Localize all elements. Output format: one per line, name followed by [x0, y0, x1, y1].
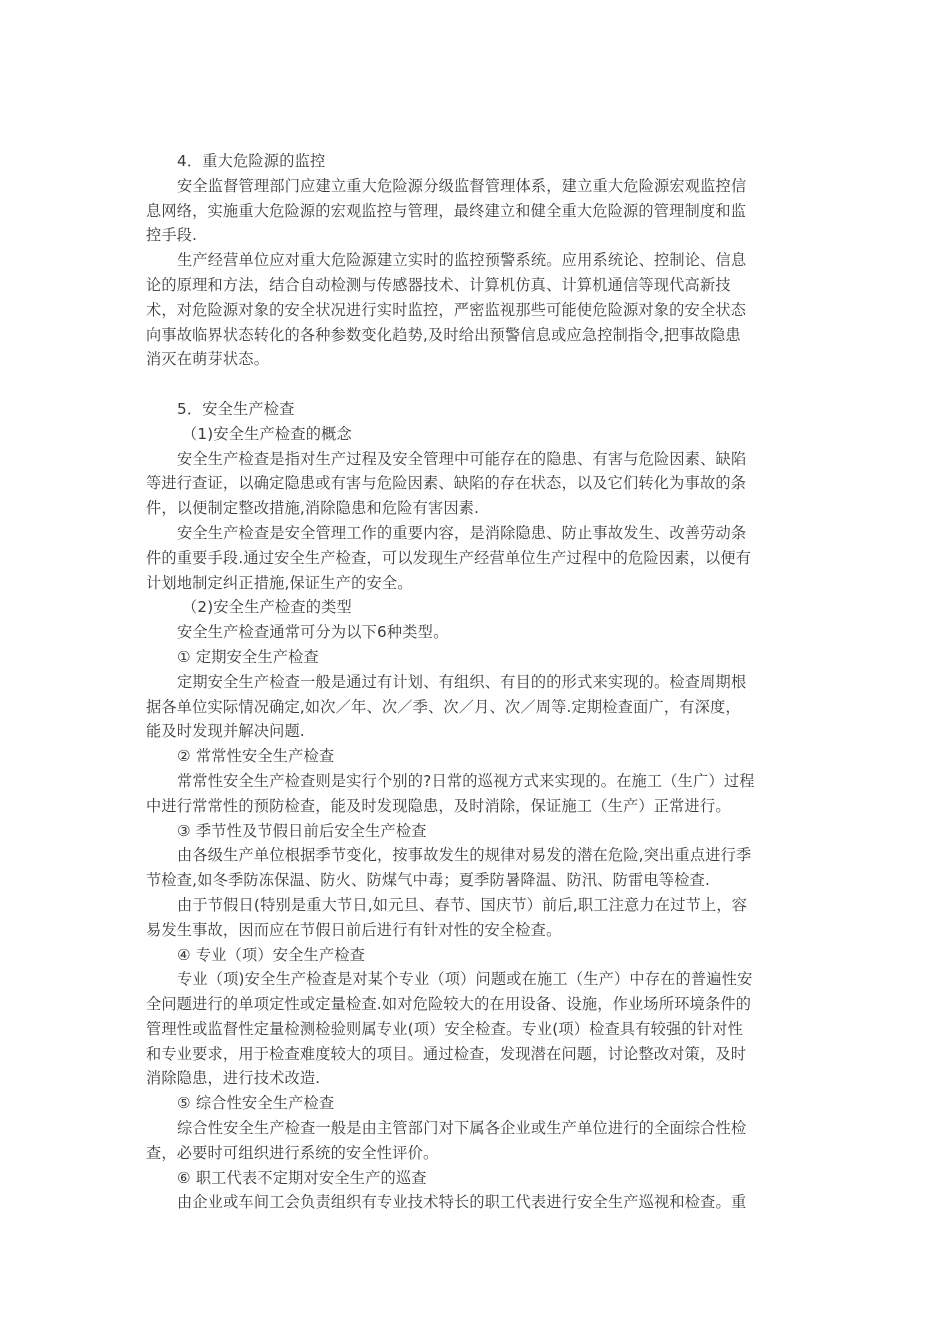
text-line: 安全生产检查通常可分为以下6种类型。: [177, 623, 449, 642]
section-heading: [146, 1091, 806, 1116]
paragraph: [146, 1190, 806, 1215]
text-line: 息网络，实施重大危险源的宏观监控与管理，最终建立和健全重大危险源的管理制度和监: [146, 201, 747, 220]
section-heading: [146, 819, 806, 844]
paragraph: [146, 248, 806, 372]
text-line: 易发生事故，因而应在节假日前后进行有针对性的安全检查。: [146, 920, 562, 939]
text-line: 术，对危险源对象的安全状况进行实时监控，严密监视那些可能使危险源对象的安全状态: [146, 300, 747, 319]
subsection-heading: [146, 422, 806, 447]
paragraph: [146, 1116, 806, 1166]
text-line: 安全生产检查是安全管理工作的重要内容，是消除隐患、防止事故发生、改善劳动条: [177, 523, 747, 542]
paragraph: [146, 843, 806, 893]
paragraph: [146, 620, 806, 645]
paragraph: [146, 893, 806, 943]
text-line: 论的原理和方法，结合自动检测与传感器技术、计算机仿真、计算机通信等现代高新技: [146, 275, 731, 294]
section-heading: [146, 943, 806, 968]
document-body: [146, 149, 806, 1215]
blank-line: [146, 372, 806, 397]
text-line: 中进行常常性的预防检查，能及时发现隐患，及时消除，保证施工（生产）正常进行。: [146, 796, 731, 815]
section-heading: [146, 1166, 806, 1191]
paragraph: [146, 967, 806, 1091]
text-line: 消灭在萌芽状态。: [146, 350, 270, 369]
paragraph: [146, 521, 806, 595]
text-line: 管理性或监督性定量检测检验则属专业(项）安全检查。专业(项）检查具有较强的针对性: [146, 1019, 743, 1038]
text-line: ⑤ 综合性安全生产检查: [177, 1094, 335, 1113]
text-line: 向事故临界状态转化的各种参数变化趋势,及时给出预警信息或应急控制指令,把事故隐患: [146, 325, 741, 344]
text-line: 由各级生产单位根据季节变化，按事故发生的规律对易发的潜在危险,突出重点进行季: [177, 846, 752, 865]
text-line: 和专业要求，用于检查难度较大的项目。通过检查，发现潜在问题，讨论整改对策，及时: [146, 1044, 747, 1063]
text-line: 生产经营单位应对重大危险源建立实时的监控预警系统。应用系统论、控制论、信息: [177, 251, 747, 270]
paragraph: [146, 670, 806, 744]
text-line: 全问题进行的单项定性或定量检查.如对危险较大的在用设备、设施，作业场所环境条件的: [146, 995, 752, 1014]
text-line: 等进行查证，以确定隐患或有害与危险因素、缺陷的存在状态，以及它们转化为事故的条: [146, 474, 747, 493]
text-line: 专业（项)安全生产检查是对某个专业（项）问题或在施工（生产）中存在的普遍性安: [177, 970, 753, 989]
text-line: 节检查,如冬季防冻保温、防火、防煤气中毒；夏季防暑降温、防汛、防雷电等检查.: [146, 871, 711, 890]
section-heading: [146, 149, 806, 174]
text-line: 由于节假日(特别是重大节日,如元旦、春节、国庆节）前后,职工注意力在过节上，容: [177, 895, 748, 914]
paragraph: [146, 769, 806, 819]
text-line: 控手段.: [146, 226, 198, 245]
text-line: ⑥ 职工代表不定期对安全生产的巡查: [177, 1168, 427, 1187]
paragraph: [146, 174, 806, 248]
text-line: （2)安全生产检查的类型: [182, 598, 352, 617]
text-line: 安全监督管理部门应建立重大危险源分级监督管理体系，建立重大危险源宏观监控信: [177, 176, 747, 195]
text-line: （1)安全生产检查的概念: [182, 424, 352, 443]
text-line: 据各单位实际情况确定,如次／年、次／季、次／月、次／周等.定期检查面广，有深度，: [146, 697, 741, 716]
section-heading: [146, 744, 806, 769]
text-line: 综合性安全生产检查一般是由主管部门对下属各企业或生产单位进行的全面综合性检: [177, 1119, 747, 1138]
subsection-heading: [146, 595, 806, 620]
text-line: 5．安全生产检查: [177, 399, 295, 418]
paragraph: [146, 447, 806, 521]
text-line: ④ 专业（项）安全生产检查: [177, 945, 366, 964]
text-line: 4．重大危险源的监控: [177, 152, 326, 170]
text-line: 件，以便制定整改措施,消除隐患和危险有害因素.: [146, 499, 480, 518]
text-line: 定期安全生产检查一般是通过有计划、有组织、有目的的形式来实现的。检查周期根: [177, 672, 747, 691]
text-line: 安全生产检查是指对生产过程及安全管理中可能存在的隐患、有害与危险因素、缺陷: [177, 449, 747, 468]
text-line: 查，必要时可组织进行系统的安全性评价。: [146, 1143, 439, 1162]
text-line: 计划地制定纠正措施,保证生产的安全。: [146, 573, 413, 592]
section-heading: [146, 397, 806, 422]
text-line: ③ 季节性及节假日前后安全生产检查: [177, 821, 427, 840]
text-line: 能及时发现并解决问题.: [146, 722, 305, 741]
text-line: 消除隐患，进行技术改造.: [146, 1069, 321, 1088]
text-line: ① 定期安全生产检查: [177, 647, 319, 666]
text-line: 由企业或车间工会负责组织有专业技术特长的职工代表进行安全生产巡视和检查。重: [177, 1193, 747, 1212]
text-line: 件的重要手段.通过安全生产检查，可以发现生产经营单位生产过程中的危险因素，以便有: [146, 548, 752, 567]
text-line: 常常性安全生产检查则是实行个别的?日常的巡视方式来实现的。在施工（生广）过程: [177, 771, 755, 790]
section-heading: [146, 645, 806, 670]
text-line: ② 常常性安全生产检查: [177, 747, 335, 766]
